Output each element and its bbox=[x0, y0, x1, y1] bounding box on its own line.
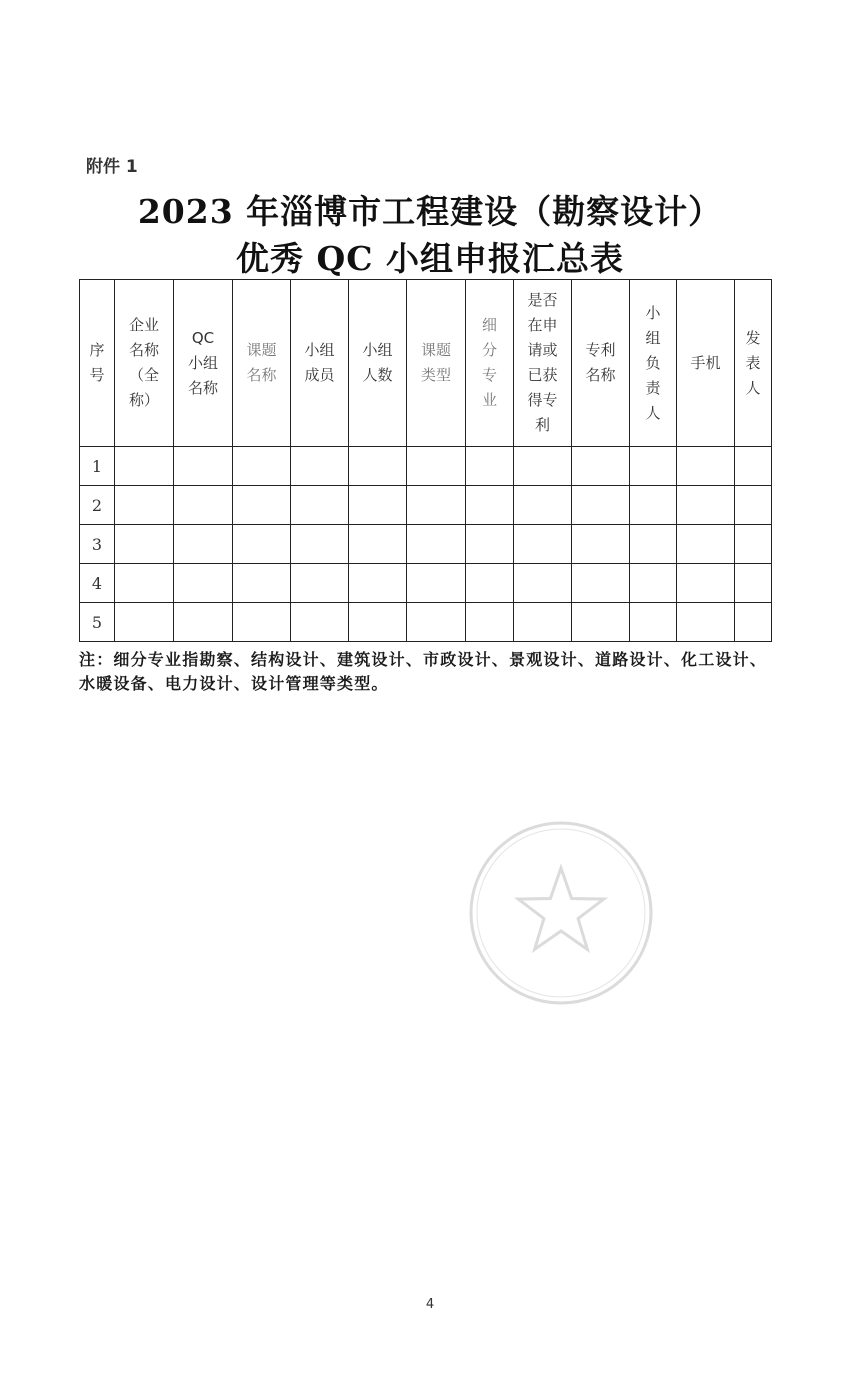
table-cell bbox=[407, 525, 466, 564]
table-cell bbox=[466, 447, 514, 486]
row-number: 4 bbox=[80, 564, 115, 603]
table-cell bbox=[407, 447, 466, 486]
table-cell bbox=[291, 447, 349, 486]
table-cell bbox=[233, 603, 291, 642]
table-cell bbox=[174, 525, 233, 564]
header-topic-type: 课题类型 bbox=[407, 280, 466, 447]
table-cell bbox=[291, 564, 349, 603]
header-mobile: 手机 bbox=[677, 280, 735, 447]
table-cell bbox=[407, 564, 466, 603]
table-row bbox=[80, 564, 772, 603]
header-qc-group-name: QC 小组名称 bbox=[174, 280, 233, 447]
table-cell bbox=[735, 525, 772, 564]
table-cell bbox=[630, 564, 677, 603]
table-cell bbox=[630, 486, 677, 525]
table-cell bbox=[630, 525, 677, 564]
table-cell bbox=[630, 603, 677, 642]
table-cell bbox=[735, 564, 772, 603]
seal-outer-ring bbox=[471, 823, 651, 1003]
table-cell bbox=[466, 603, 514, 642]
header-group-members: 小组成员 bbox=[291, 280, 349, 447]
table-cell bbox=[514, 486, 572, 525]
table-header-row bbox=[80, 280, 772, 447]
table-cell bbox=[233, 447, 291, 486]
header-group-size: 小组人数 bbox=[349, 280, 407, 447]
header-serial-no: 序号 bbox=[80, 280, 115, 447]
table-cell bbox=[572, 447, 630, 486]
table-cell bbox=[407, 603, 466, 642]
row-number: 3 bbox=[80, 525, 115, 564]
table-cell bbox=[514, 564, 572, 603]
table-cell bbox=[291, 486, 349, 525]
table-cell bbox=[174, 603, 233, 642]
table-cell bbox=[349, 603, 407, 642]
table-cell bbox=[677, 486, 735, 525]
seal-inner-ring bbox=[477, 829, 645, 997]
table-cell bbox=[174, 564, 233, 603]
table-row bbox=[80, 525, 772, 564]
table-cell bbox=[572, 486, 630, 525]
header-presenter: 发表人 bbox=[735, 280, 772, 447]
header-group-leader: 小组负责人 bbox=[630, 280, 677, 447]
table-cell bbox=[466, 564, 514, 603]
table-row bbox=[80, 603, 772, 642]
table-cell bbox=[349, 447, 407, 486]
attachment-label: 附件 1 bbox=[86, 157, 138, 177]
table-cell bbox=[630, 447, 677, 486]
header-patent-name: 专利名称 bbox=[572, 280, 630, 447]
table-cell bbox=[466, 486, 514, 525]
header-topic-name: 课题名称 bbox=[233, 280, 291, 447]
table-cell bbox=[466, 525, 514, 564]
table-cell bbox=[572, 564, 630, 603]
document-title-line2: 优秀 QC 小组申报汇总表 bbox=[236, 239, 624, 278]
table-cell bbox=[291, 603, 349, 642]
row-number: 2 bbox=[80, 486, 115, 525]
document-title-line1: 2023 年淄博市工程建设（勘察设计） bbox=[137, 192, 723, 231]
table-cell bbox=[349, 486, 407, 525]
table-cell bbox=[735, 486, 772, 525]
table-cell bbox=[407, 486, 466, 525]
header-specialty: 细分专业 bbox=[466, 280, 514, 447]
row-number: 1 bbox=[80, 447, 115, 486]
table-cell bbox=[115, 486, 174, 525]
table-cell bbox=[514, 447, 572, 486]
header-patent-status: 是否在申请或已获得专利 bbox=[514, 280, 572, 447]
table-cell bbox=[572, 525, 630, 564]
header-company-name: 企业名称（全称） bbox=[115, 280, 174, 447]
table-cell bbox=[349, 525, 407, 564]
table-cell bbox=[677, 447, 735, 486]
table-cell bbox=[115, 564, 174, 603]
table-cell bbox=[735, 447, 772, 486]
table-cell bbox=[677, 603, 735, 642]
table-row bbox=[80, 447, 772, 486]
table-cell bbox=[174, 447, 233, 486]
table-cell bbox=[514, 603, 572, 642]
table-cell bbox=[677, 525, 735, 564]
table-row bbox=[80, 486, 772, 525]
table-cell bbox=[677, 564, 735, 603]
table-cell bbox=[233, 486, 291, 525]
table-cell bbox=[115, 447, 174, 486]
table-cell bbox=[735, 603, 772, 642]
table-cell bbox=[514, 525, 572, 564]
official-seal bbox=[466, 818, 656, 1008]
table-cell bbox=[572, 603, 630, 642]
table-cell bbox=[233, 564, 291, 603]
table-cell bbox=[115, 525, 174, 564]
table-cell bbox=[291, 525, 349, 564]
table-cell bbox=[233, 525, 291, 564]
table-cell bbox=[174, 486, 233, 525]
star-icon bbox=[518, 868, 604, 949]
table-cell bbox=[115, 603, 174, 642]
summary-table bbox=[79, 279, 772, 642]
page-number: 4 bbox=[425, 1297, 435, 1312]
table-footnote: 注：细分专业指勘察、结构设计、建筑设计、市政设计、景观设计、道路设计、化工设计、水暖设备、电力设计、设计管理等类型。 bbox=[79, 650, 768, 693]
table-cell bbox=[349, 564, 407, 603]
row-number: 5 bbox=[80, 603, 115, 642]
